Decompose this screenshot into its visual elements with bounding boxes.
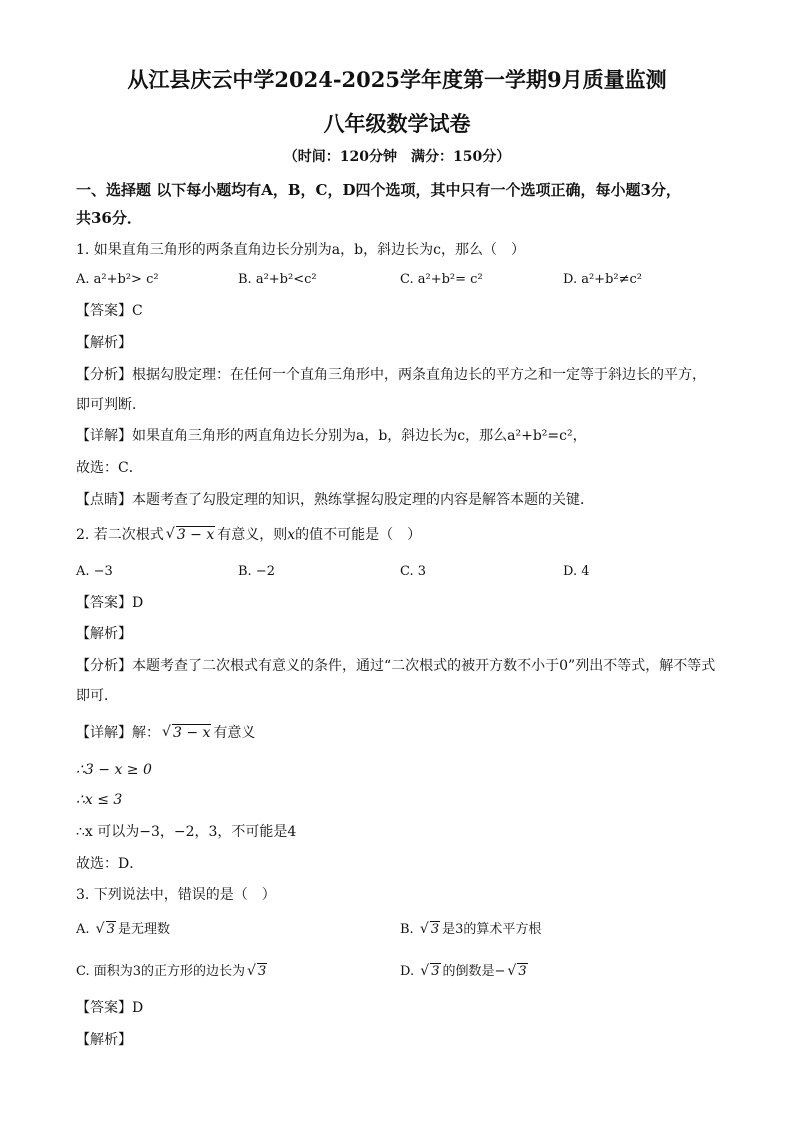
section-heading-cont: 共36分． <box>76 209 142 227</box>
q1-option-c: C. a²+b²= c² <box>400 272 483 287</box>
sqrt-symbol <box>247 962 267 982</box>
q3-radicand: 3 <box>430 922 440 937</box>
q1-option-b: B. a²+b²<c² <box>238 272 317 287</box>
q2-step-2: ∴x ≤ 3 <box>76 792 123 808</box>
q2-detail-post: 有意义 <box>213 725 256 741</box>
q2-option-b: B. −2 <box>238 564 275 579</box>
q3-option-d-label: D. <box>400 964 419 979</box>
q2-step-1: ∴3 − x ≥ 0 <box>76 762 152 778</box>
q1-answer: 【答案】C <box>76 303 143 319</box>
q2-choose: 故选：D． <box>76 856 144 872</box>
q3-option-b-text: 是3的算术平方根 <box>442 922 542 937</box>
q3-option-d-text: 的倒数是− <box>442 964 506 979</box>
sqrt-symbol <box>166 525 215 545</box>
q2-detail-pre: 【详解】解： <box>76 725 160 741</box>
q3-radicand: 3 <box>431 964 440 979</box>
q3-radicand: 3 <box>518 964 527 979</box>
q1-detail: 【详解】如果直角三角形的两直角边长分别为a，b，斜边长为c，那么a²+b²=c²， <box>76 428 587 444</box>
sqrt-symbol <box>507 962 527 982</box>
q2-stem-pre: 2. 若二次根式 <box>76 527 164 543</box>
exam-meta: （时间：120分钟 满分：150分） <box>283 149 511 165</box>
q1-dianjing: 【点睛】本题考查了勾股定理的知识，熟练掌握勾股定理的内容是解答本题的关键． <box>76 492 594 508</box>
q2-stem <box>76 525 421 545</box>
q2-fenxi: 【分析】本题考查了二次根式有意义的条件，通过“二次根式的被开方数不小于0”列出不等式，解不等式 <box>76 658 716 674</box>
q2-stem-mid: 有意义，则 <box>217 527 288 543</box>
exam-title: 从江县庆云中学2024-2025学年度第一学期9月质量监测 <box>127 67 667 92</box>
q2-option-d: D. 4 <box>563 564 590 579</box>
q3-radicand: 3 <box>106 922 115 937</box>
q3-option-c-text: C. 面积为3的正方形的边长为 <box>76 964 246 979</box>
q3-stem: 3. 下列说法中，错误的是（ ） <box>76 887 276 903</box>
q2-option-a: A. −3 <box>76 564 113 579</box>
q2-fenxi-cont: 即可． <box>76 688 118 704</box>
q1-stem: 1. 如果直角三角形的两条直角边长分别为a，b，斜边长为c，那么（ ） <box>76 242 525 258</box>
q3-answer: 【答案】D <box>76 1000 144 1016</box>
q3-option-a-label: A. <box>76 922 94 937</box>
q2-detail <box>76 723 255 743</box>
q1-option-a: A. a²+b²> c² <box>76 272 159 287</box>
q3-option-a <box>76 920 170 940</box>
section-heading: 一、选择题 以下每小题均有A，B，C，D四个选项，其中只有一个选项正确，每小题3分， <box>76 181 681 199</box>
q3-option-a-text: 是无理数 <box>117 922 170 937</box>
exam-subtitle: 八年级数学试卷 <box>323 111 471 136</box>
q2-step-3: ∴x 可以为−3，−2，3，不可能是4 <box>76 824 297 840</box>
q2-stem-post: 的值不可能是（ ） <box>295 527 422 543</box>
q2-analysis-label: 【解析】 <box>76 626 132 642</box>
q2-answer: 【答案】D <box>76 595 144 611</box>
q1-option-d: D. a²+b²≠c² <box>563 272 642 287</box>
q2-option-c: C. 3 <box>400 564 427 579</box>
q2-var: x <box>287 527 296 543</box>
q2-radicand: 3 − x <box>176 527 215 543</box>
q3-option-b-label: B. <box>400 922 418 937</box>
sqrt-symbol <box>96 920 116 940</box>
q3-option-d <box>400 962 530 982</box>
q3-option-c <box>76 962 269 982</box>
q1-choose: 故选：C． <box>76 460 143 476</box>
q1-fenxi-cont: 即可判断． <box>76 397 146 413</box>
q3-radicand: 3 <box>258 964 267 979</box>
sqrt-symbol <box>162 723 211 743</box>
sqrt-symbol <box>420 920 440 940</box>
q3-option-b <box>400 920 541 940</box>
q3-analysis-label: 【解析】 <box>76 1032 132 1048</box>
sqrt-symbol <box>420 962 440 982</box>
q1-fenxi: 【分析】根据勾股定理：在任何一个直角三角形中，两条直角边长的平方之和一定等于斜边长的平方， <box>76 367 706 383</box>
q1-analysis-label: 【解析】 <box>76 335 132 351</box>
q2-detail-radicand: 3 − x <box>173 725 211 741</box>
